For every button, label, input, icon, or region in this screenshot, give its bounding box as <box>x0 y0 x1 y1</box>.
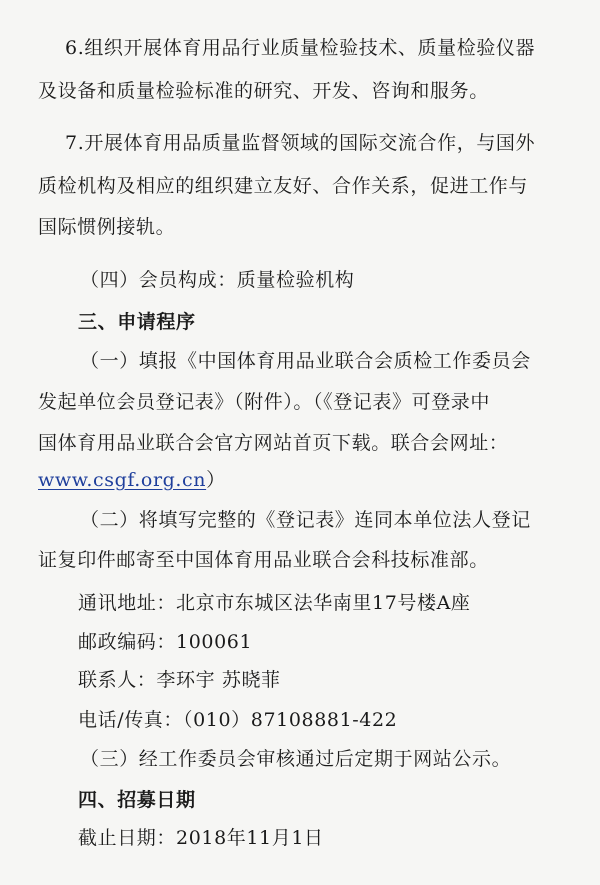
website-link[interactable]: www.csgf.org.cn <box>38 469 207 491</box>
member-composition: （四）会员构成：质量检验机构 <box>80 269 355 291</box>
phone-fax: 电话/传真：（010）87108881-422 <box>78 709 398 731</box>
paragraph-6-line-2: 及设备和质量检验标准的研究、开发、咨询和服务。 <box>38 80 489 102</box>
step-1-line-3: 国体育用品业联合会官方网站首页下载。联合会网址： <box>38 432 509 454</box>
step-1-line-2: 发起单位会员登记表》（附件）。（《登记表》可登录中 <box>38 391 491 413</box>
postal-code: 邮政编码：100061 <box>78 631 253 653</box>
section-3-heading: 三、申请程序 <box>78 311 196 333</box>
step-2-line-2: 证复印件邮寄至中国体育用品业联合会科技标准部。 <box>38 549 489 571</box>
paragraph-7-line-2: 质检机构及相应的组织建立友好、合作关系，促进工作与 <box>38 175 529 197</box>
paragraph-6-line-1: 6.组织开展体育用品行业质量检验技术、质量检验仪器 <box>65 37 536 59</box>
paragraph-7-line-1: 7.开展体育用品质量监督领域的国际交流合作，与国外 <box>65 132 536 154</box>
contact-persons: 联系人：李环宇 苏晓菲 <box>78 669 281 691</box>
step-3: （三）经工作委员会审核通过后定期于网站公示。 <box>80 748 512 770</box>
step-2-line-1: （二）将填写完整的《登记表》连同本单位法人登记 <box>80 509 531 531</box>
step-1-line-1: （一）填报《中国体育用品业联合会质检工作委员会 <box>80 350 531 372</box>
section-4-heading: 四、招募日期 <box>78 789 196 811</box>
website-line <box>38 468 226 492</box>
website-close-paren: ） <box>206 469 226 491</box>
paragraph-7-line-3: 国际惯例接轨。 <box>38 216 176 238</box>
deadline-date: 截止日期：2018年11月1日 <box>78 827 324 849</box>
mailing-address: 通讯地址：北京市东城区法华南里17号楼A座 <box>78 592 471 614</box>
